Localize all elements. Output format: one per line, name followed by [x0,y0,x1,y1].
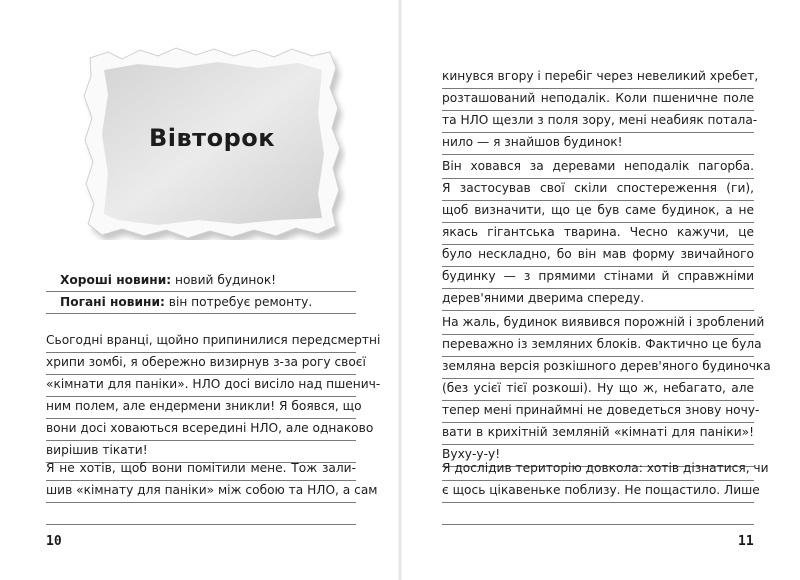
text-line: Вуху-у-у! [442,444,754,467]
right-page [400,0,800,580]
bad-news-text: він потребує ремонту. [164,295,313,309]
text-line: щоб визначити, що це був саме будинок, а не [442,200,754,223]
bad-news-label: Погані новини: [60,295,165,309]
text-line: є щось цікавеньке поблизу. Не пощастило. Лише [442,480,754,503]
text-line: було нескладно, бо він мав форму звичайного [442,244,754,267]
good-news-label: Хороші новини: [60,273,172,287]
text-line: нило — я знайшов будинок! [442,132,754,155]
text-line: вирішив тікати! [46,440,356,463]
good-news-text: новий будинок! [171,273,277,287]
text-line: розташований неподалік. Коли пшеничне поле [442,88,754,111]
text-line: якась гігантська тварина. Чесно кажучи, це [442,222,754,245]
text-line: та НЛО щезли з поля зору, мені неабияк потала- [442,110,754,133]
page-number-left: 10 [46,534,62,549]
empty-ruled-line [442,502,754,525]
text-line: шив «кімнату для паніки» між собою та НЛО, а сам [46,480,356,503]
text-line: Я дослідив територію довкола: хотів дізнатися, чи [442,458,754,481]
page-number-right: 11 [738,534,754,549]
text-line: земляна версія розкішного дерев'яного будиночка [442,356,754,379]
chapter-title: Вівторок [148,124,276,152]
text-line: Я не хотів, щоб вони помітили мене. Тож зали- [46,458,356,481]
text-line: (без усієї тієї розкоші). Ну що ж, небагато, але [442,378,754,401]
text-line: вати в крихітній земляній «кімнаті для паніки»! [442,422,754,445]
text-line: Сьогодні вранці, щойно припинилися передсмертні [46,330,356,353]
text-line: хрипи зомбі, я обережно визирнув з-за рогу своєї [46,352,356,375]
text-line: На жаль, будинок виявився порожній і зроблений [442,312,754,335]
bad-news-line [46,292,356,314]
text-line: переважно із земляних блоків. Фактично це була [442,334,754,357]
text-line: будинку — з прямими стінами й справжніми [442,266,754,289]
text-line: тепер мені принаймні не доведеться знову ночу- [442,400,754,423]
text-line: ним полем, але ендермени зникли! Я боявся, що [46,396,356,419]
empty-ruled-line [46,502,356,525]
torn-paper-title [78,44,346,240]
good-news-line [46,270,356,292]
text-line: кинувся вгору і перебіг через невеликий хребет, [442,66,754,89]
text-line: дерев'яними дверима спереду. [442,288,754,311]
text-line: вони досі ховаються всередині НЛО, але однаково [46,418,356,441]
text-line: Я застосував свої скіли спостереження (ги), [442,178,754,201]
text-line: «кімнати для паніки». НЛО досі висіло над пшенич- [46,374,356,397]
text-line: Він ховався за деревами неподалік пагорба. [442,156,754,179]
